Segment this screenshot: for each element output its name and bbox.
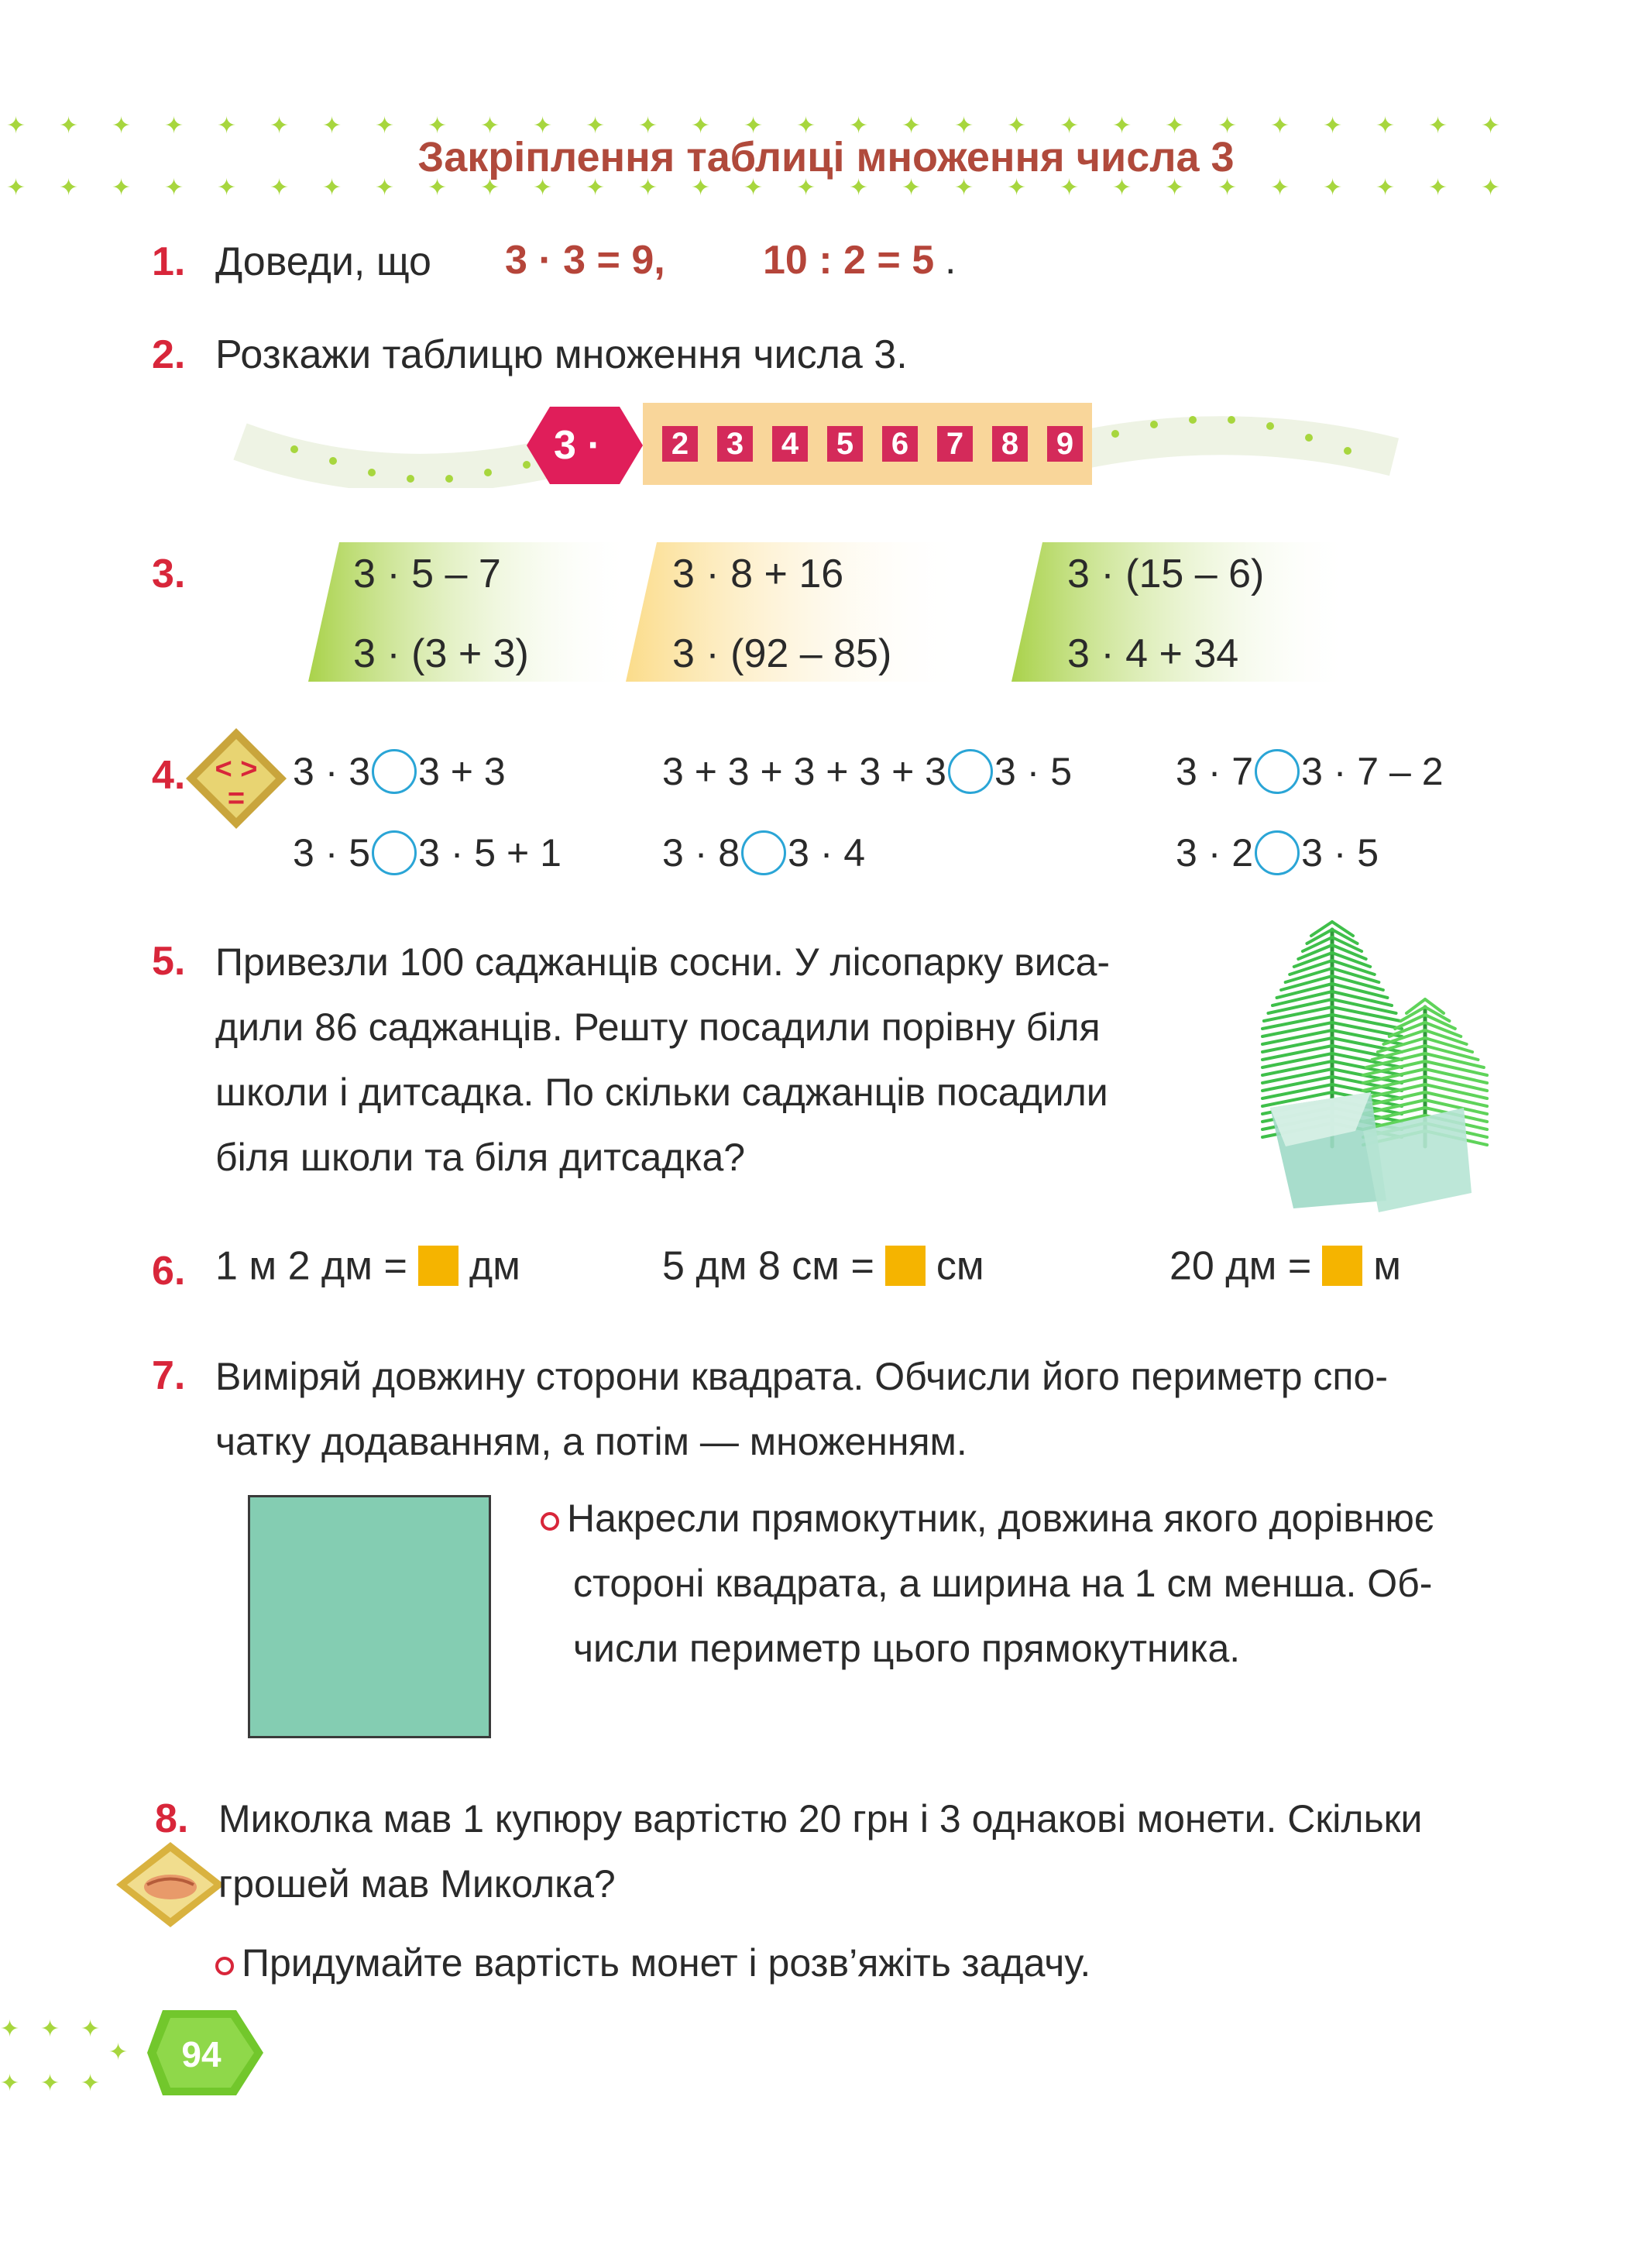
star-decoration-icon: ✦ bbox=[1007, 113, 1027, 139]
star-decoration-icon: ✦ bbox=[428, 175, 448, 201]
comparison-right: 3 · 5 bbox=[1301, 831, 1379, 875]
multiplier-box: 3 bbox=[717, 426, 753, 462]
bullet-icon bbox=[215, 1957, 234, 1975]
star-decoration-icon: ✦ bbox=[322, 175, 342, 201]
star-decoration-icon: ✦ bbox=[428, 113, 448, 139]
footer-stars bbox=[0, 1995, 155, 2095]
star-decoration-icon: ✦ bbox=[954, 175, 974, 201]
task-8-number: 8. bbox=[155, 1796, 189, 1841]
compare-badge bbox=[186, 728, 287, 829]
comparison-left: 3 · 2 bbox=[1176, 831, 1254, 875]
answer-box[interactable] bbox=[885, 1246, 926, 1286]
star-decoration-icon: ✦ bbox=[1270, 175, 1290, 201]
star-decoration-icon: ✦ bbox=[375, 113, 395, 139]
compare-sign-circle[interactable] bbox=[741, 830, 786, 875]
compare-sign-circle[interactable] bbox=[372, 749, 417, 794]
comparison-left: 3 + 3 + 3 + 3 + 3 bbox=[662, 750, 946, 793]
star-decoration-icon: ✦ bbox=[533, 175, 553, 201]
text-line: стороні квадрата, а ширина на 1 см менша. Об- bbox=[573, 1562, 1433, 1605]
page-title: Закріплення таблиці множення числа 3 bbox=[417, 134, 1235, 180]
task-3-expr: 3 · 8 + 16 bbox=[672, 552, 844, 596]
star-decoration-icon: ✦ bbox=[744, 175, 764, 201]
task-2-text: Розкажи таблицю множення числа 3. bbox=[215, 332, 908, 377]
conversion-left: 20 дм = bbox=[1169, 1243, 1312, 1289]
star-decoration-icon: ✦ bbox=[1428, 113, 1448, 139]
task-3-expr: 3 · 4 + 34 bbox=[1067, 631, 1239, 676]
conversion-left: 1 м 2 дм = bbox=[215, 1243, 407, 1289]
comparison-right: 3 · 7 – 2 bbox=[1301, 750, 1444, 793]
star-decoration-icon: ✦ bbox=[849, 175, 869, 201]
comparison-right: 3 · 5 + 1 bbox=[418, 831, 562, 875]
star-decoration-icon: ✦ bbox=[691, 175, 711, 201]
text-line: Накресли прямокутник, довжина якого дорівнює bbox=[541, 1486, 1434, 1551]
star-decoration-icon: ✦ bbox=[112, 175, 132, 201]
comparison-item bbox=[1176, 830, 1379, 875]
star-decoration-icon: ✦ bbox=[1376, 113, 1396, 139]
star-decoration-icon: ✦ bbox=[744, 113, 764, 139]
task-3-expr: 3 · (92 – 85) bbox=[672, 631, 892, 676]
task-3-expr: 3 · (3 + 3) bbox=[353, 631, 529, 676]
star-decoration-icon: ✦ bbox=[217, 113, 237, 139]
star-decoration-icon: ✦ bbox=[849, 113, 869, 139]
task-7-number: 7. bbox=[152, 1353, 186, 1398]
compare-sign-circle[interactable] bbox=[948, 749, 993, 794]
task-5-text bbox=[215, 930, 1110, 1190]
star-decoration-icon: ✦ bbox=[6, 113, 26, 139]
star-decoration-icon: ✦ bbox=[1323, 175, 1343, 201]
star-decoration-icon: ✦ bbox=[1481, 175, 1501, 201]
multiplier-box: 4 bbox=[772, 426, 808, 462]
star-decoration-icon: ✦ bbox=[954, 113, 974, 139]
star-decoration-icon: ✦ bbox=[1060, 175, 1080, 201]
star-decoration-icon: ✦ bbox=[1481, 113, 1501, 139]
task-4-number: 4. bbox=[152, 753, 186, 798]
strip-lead-label: 3 · bbox=[554, 423, 601, 468]
star-decoration-icon: ✦ bbox=[0, 2071, 20, 2096]
comparison-item bbox=[293, 749, 506, 794]
conversion-left: 5 дм 8 см = bbox=[662, 1243, 874, 1289]
task-6-number: 6. bbox=[152, 1249, 186, 1294]
text-line: школи і дитсадка. По скільки саджанців посадили bbox=[215, 1071, 1108, 1114]
star-decoration-icon: ✦ bbox=[691, 113, 711, 139]
comparison-item bbox=[293, 830, 562, 875]
compare-sign-circle[interactable] bbox=[1255, 749, 1300, 794]
star-decoration-icon: ✦ bbox=[586, 175, 606, 201]
compare-sign-circle[interactable] bbox=[372, 830, 417, 875]
star-decoration-icon: ✦ bbox=[1060, 113, 1080, 139]
text-line: дили 86 саджанців. Решту посадили порівну біля bbox=[215, 1005, 1101, 1049]
star-decoration-icon: ✦ bbox=[1165, 175, 1185, 201]
header-stars-bottom bbox=[0, 177, 1541, 208]
star-decoration-icon: ✦ bbox=[40, 2071, 60, 2096]
comparison-item bbox=[662, 749, 1072, 794]
text-line: Виміряй довжину сторони квадрата. Обчисли його периметр спо- bbox=[215, 1355, 1388, 1398]
task-2-number: 2. bbox=[152, 332, 186, 377]
star-decoration-icon: ✦ bbox=[1007, 175, 1027, 201]
answer-box[interactable] bbox=[418, 1246, 459, 1286]
star-decoration-icon: ✦ bbox=[40, 2016, 60, 2042]
star-decoration-icon: ✦ bbox=[796, 113, 816, 139]
star-decoration-icon: ✦ bbox=[59, 175, 79, 201]
star-decoration-icon: ✦ bbox=[81, 2016, 101, 2042]
star-decoration-icon: ✦ bbox=[112, 113, 132, 139]
text-line: грошей мав Миколка? bbox=[218, 1862, 616, 1906]
task-7-subtask bbox=[541, 1486, 1434, 1681]
star-decoration-icon: ✦ bbox=[1112, 113, 1132, 139]
text-line: Привезли 100 саджанців сосни. У лісопарку виса- bbox=[215, 940, 1111, 984]
bullet-icon bbox=[541, 1512, 559, 1531]
comparison-left: 3 · 7 bbox=[1176, 750, 1254, 793]
answer-box[interactable] bbox=[1322, 1246, 1362, 1286]
star-decoration-icon: ✦ bbox=[1165, 113, 1185, 139]
square-figure bbox=[248, 1495, 491, 1738]
star-decoration-icon: ✦ bbox=[164, 113, 184, 139]
comparison-right: 3 · 5 bbox=[994, 750, 1073, 793]
conversion-unit: м bbox=[1373, 1243, 1401, 1289]
task-6-part-b bbox=[662, 1243, 984, 1289]
pine-saplings-illustration bbox=[1239, 899, 1518, 1224]
comparison-right: 3 + 3 bbox=[418, 750, 506, 793]
text-line: числи периметр цього прямокутника. bbox=[573, 1627, 1241, 1670]
task-3-expr: 3 · (15 – 6) bbox=[1067, 552, 1265, 596]
star-decoration-icon: ✦ bbox=[1376, 175, 1396, 201]
star-decoration-icon: ✦ bbox=[1270, 113, 1290, 139]
compare-badge-top: < > bbox=[215, 753, 258, 785]
star-decoration-icon: ✦ bbox=[586, 113, 606, 139]
task-1-number: 1. bbox=[152, 239, 186, 284]
task-7-text bbox=[215, 1344, 1388, 1474]
text-line: чатку додаванням, а потім — множенням. bbox=[215, 1420, 967, 1463]
star-decoration-icon: ✦ bbox=[164, 175, 184, 201]
star-decoration-icon: ✦ bbox=[59, 113, 79, 139]
star-decoration-icon: ✦ bbox=[108, 2040, 129, 2065]
comparison-item bbox=[1176, 749, 1444, 794]
multiplication-strip bbox=[232, 403, 1410, 488]
handshake-icon bbox=[116, 1842, 225, 1927]
star-decoration-icon: ✦ bbox=[81, 2071, 101, 2096]
text-line: біля школи та біля дитсадка? bbox=[215, 1136, 746, 1179]
star-decoration-icon: ✦ bbox=[902, 113, 922, 139]
star-decoration-icon: ✦ bbox=[638, 175, 658, 201]
star-decoration-icon: ✦ bbox=[480, 113, 500, 139]
star-decoration-icon: ✦ bbox=[217, 175, 237, 201]
task-3-expr: 3 · 5 – 7 bbox=[353, 552, 501, 596]
multiplier-box: 5 bbox=[827, 426, 863, 462]
task-8-subtask: Придумайте вартість монет і розв’яжіть задачу. bbox=[215, 1930, 1090, 1995]
task-1-text: Доведи, що bbox=[215, 239, 431, 284]
comparison-left: 3 · 5 bbox=[293, 831, 371, 875]
star-decoration-icon: ✦ bbox=[480, 175, 500, 201]
conversion-unit: дм bbox=[469, 1243, 520, 1289]
task-6-part-c bbox=[1169, 1243, 1401, 1289]
star-decoration-icon: ✦ bbox=[270, 175, 290, 201]
conversion-unit: см bbox=[936, 1243, 984, 1289]
page-number: 94 bbox=[181, 2034, 222, 2074]
star-decoration-icon: ✦ bbox=[0, 2016, 20, 2042]
star-decoration-icon: ✦ bbox=[1218, 175, 1238, 201]
task-5-number: 5. bbox=[152, 939, 186, 984]
task-8-text bbox=[218, 1786, 1422, 1916]
star-decoration-icon: ✦ bbox=[375, 175, 395, 201]
compare-badge-bottom: = bbox=[227, 782, 246, 815]
star-decoration-icon: ✦ bbox=[6, 175, 26, 201]
task-6-part-a bbox=[215, 1243, 520, 1289]
multiplier-box: 8 bbox=[992, 426, 1028, 462]
multiplier-box: 9 bbox=[1047, 426, 1083, 462]
star-decoration-icon: ✦ bbox=[270, 113, 290, 139]
multiplier-box: 6 bbox=[882, 426, 918, 462]
star-decoration-icon: ✦ bbox=[322, 113, 342, 139]
multiplier-box: 2 bbox=[662, 426, 698, 462]
compare-sign-circle[interactable] bbox=[1255, 830, 1300, 875]
star-decoration-icon: ✦ bbox=[1112, 175, 1132, 201]
text-line: Миколка мав 1 купюру вартістю 20 грн і 3 однакові монети. Скільки bbox=[218, 1797, 1423, 1841]
star-decoration-icon: ✦ bbox=[533, 113, 553, 139]
star-decoration-icon: ✦ bbox=[796, 175, 816, 201]
star-decoration-icon: ✦ bbox=[1323, 113, 1343, 139]
multiplier-box: 7 bbox=[937, 426, 973, 462]
comparison-left: 3 · 3 bbox=[293, 750, 371, 793]
comparison-right: 3 · 4 bbox=[788, 831, 866, 875]
comparison-left: 3 · 8 bbox=[662, 831, 740, 875]
star-decoration-icon: ✦ bbox=[902, 175, 922, 201]
star-decoration-icon: ✦ bbox=[1428, 175, 1448, 201]
task-1-expr-2: 10 : 2 = 5 bbox=[763, 238, 935, 283]
star-decoration-icon: ✦ bbox=[1218, 113, 1238, 139]
task-1-period: . bbox=[945, 238, 957, 283]
task-1-expr-1: 3 · 3 = 9, bbox=[505, 238, 665, 283]
comparison-item bbox=[662, 830, 865, 875]
task-3-number: 3. bbox=[152, 552, 186, 596]
star-decoration-icon: ✦ bbox=[638, 113, 658, 139]
